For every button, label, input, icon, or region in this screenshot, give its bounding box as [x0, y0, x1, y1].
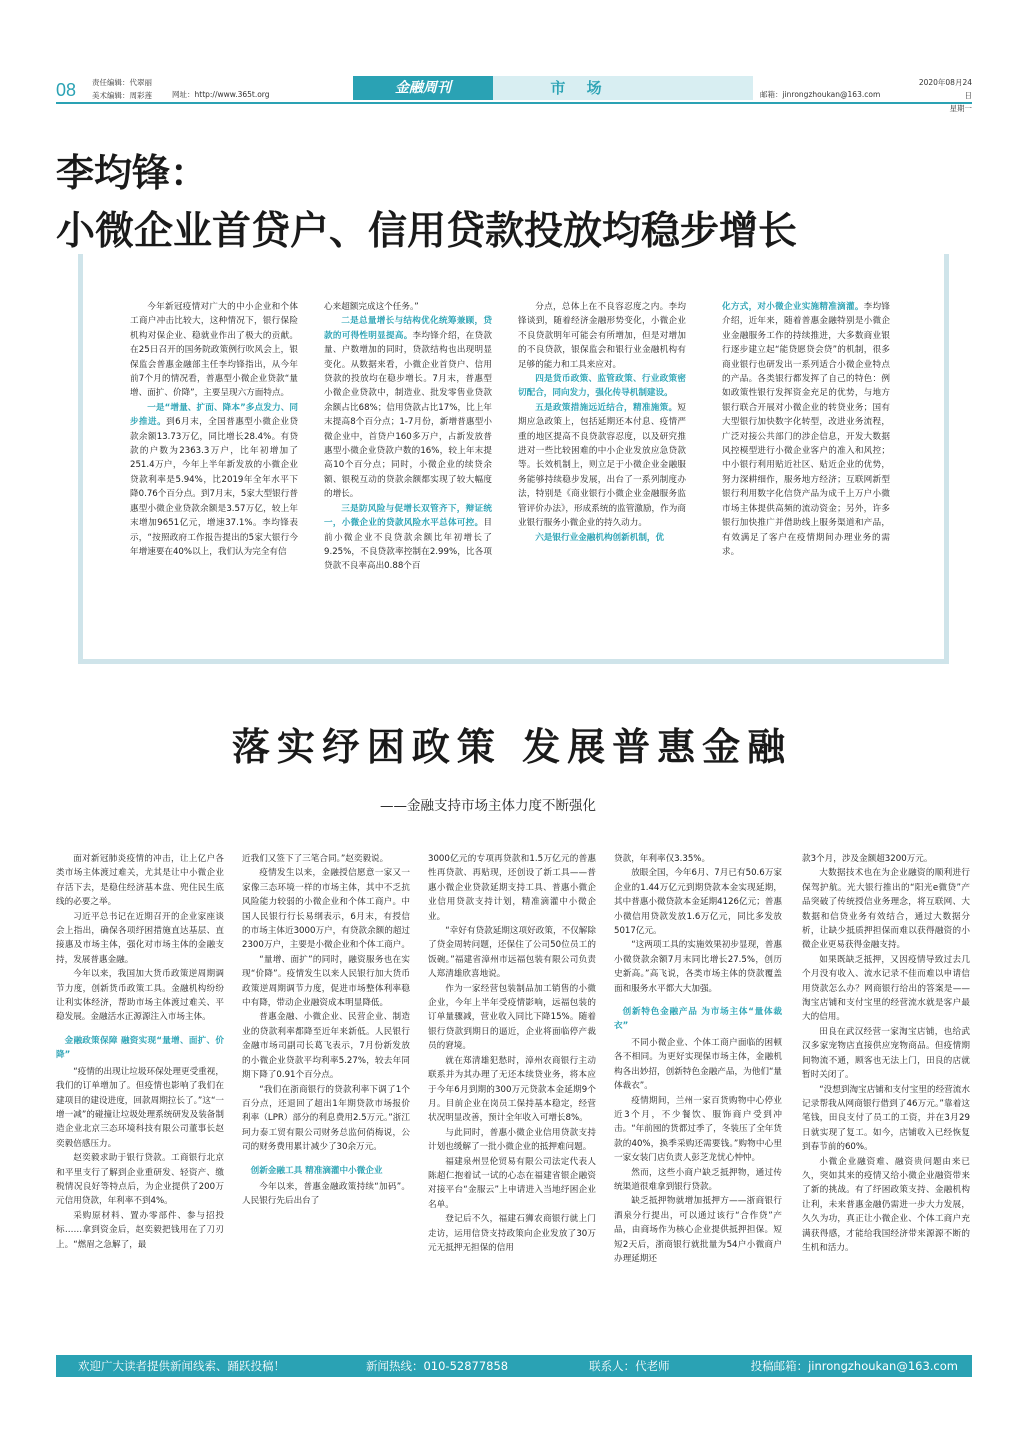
highlight-lead: 六是银行业金融机构创新机制，优 — [535, 532, 665, 543]
highlight-lead: 二是总量增长与结构优化统筹兼顾，贷款的可得性明显提高。 — [324, 316, 492, 341]
paragraph-text: 近我们又签下了三笔合同。”赵奕毅说。 — [242, 854, 389, 864]
paragraph-text: 款3个月，涉及金额超3200万元。 — [802, 854, 933, 864]
article2-title: 落实纾困政策 发展普惠金融 — [231, 724, 793, 769]
paragraph — [130, 300, 298, 401]
editor-credits — [92, 76, 152, 102]
paragraph — [428, 982, 596, 1054]
paragraph — [802, 1083, 970, 1155]
footer-email[interactable]: 投稿邮箱：jinrongzhoukan@163.com — [750, 1359, 958, 1373]
paragraph-text: 面对新冠肺炎疫情的冲击，让上亿户各类市场主体渡过难关，尤其是让中小微企业存活下去，是稳住经济基本盘、兜住民生底线的必要之举。 — [56, 854, 224, 908]
paragraph-text: 如果既缺乏抵押，又因疫情导致过去几个月没有收入、流水记录不佳而难以申请信用贷款怎么办？网商银行给出的答案是——淘宝店铺和支付宝里的经营流水就是客户最大的信用。 — [802, 954, 970, 1023]
paragraph — [242, 1010, 410, 1082]
paragraph-text: “我们在浙商银行的贷款利率下调了1个百分点，还退回了超出1年期贷款市场报价利率（LPR）部分的利息费用2.5万元。”浙江珂力泰工贸有限公司财务总监何俏梅说，公司的财务费用累计减少了30余万元。 — [242, 1084, 410, 1153]
highlight-lead: 五是政策措施远近结合，精准施策。 — [535, 402, 678, 413]
paragraph-text: “没想到淘宝店铺和支付宝里的经营流水记录帮我从网商银行借到了46万元。”靠着这笔钱，田良支付了员工的工资，并在3月29日就实现了复工。如今，店铺收入已经恢复到春节前的60%。 — [802, 1084, 970, 1153]
paragraph-text: 普惠金融、小微企业、民营企业、制造业的贷款利率都降至近年来新低。人民银行金融市场司副司长葛飞表示，7月份新发放的小微企业贷款平均利率5.27%，较去年同期下降了0.91个百分点。 — [242, 1012, 410, 1081]
subheading: 创新特色金融产品 为市场主体“量体裁衣” — [614, 1007, 782, 1032]
paragraph — [802, 866, 970, 952]
paragraph — [518, 372, 686, 401]
header-rule — [56, 102, 972, 104]
article2-column-3 — [428, 852, 596, 1255]
paragraph-text: “这两项工具的实施效果初步显现，普惠小微贷款余额7月末同比增长27.5%，创历史新高。”高飞说，各类市场主体的贷款覆盖面和服务水平都大大加强。 — [614, 940, 782, 994]
paragraph-text: 心来超额完成这个任务。” — [324, 302, 419, 312]
date-text: 2020年08月24日 — [918, 78, 972, 100]
paragraph — [242, 852, 410, 866]
paragraph — [722, 300, 890, 559]
paragraph-text: “量增、面扩”的同时，融资服务也在实现“价降”。疫情发生以来人民银行加大货币政策逆周期调节力度，促进市场整体利率稳中有降，带动企业融资成本明显降低。 — [242, 954, 410, 1009]
article1-column-3 — [518, 300, 686, 545]
paragraph — [614, 866, 782, 938]
paragraph-text: 田良在武汉经营一家淘宝店铺，也给武汉多家宠物店直接供应宠物商品。但疫情期间物流不通，顾客也无法上门，田良的店就暂时关闭了。 — [802, 1026, 970, 1081]
paragraph — [428, 1126, 596, 1155]
paragraph — [614, 938, 782, 996]
article1-column-4 — [722, 300, 890, 559]
article2-subtitle: ——金融支持市场主体力度不断强化 — [380, 798, 596, 814]
paragraph — [802, 1025, 970, 1083]
paragraph — [428, 1212, 596, 1255]
footer-bar — [56, 1355, 972, 1377]
paragraph-text: 贷款，年利率仅3.35%。 — [614, 854, 711, 864]
paragraph — [802, 1155, 970, 1256]
paragraph — [56, 1065, 224, 1151]
art-editor-line: 美术编辑：周彩莲 — [92, 91, 152, 100]
paragraph — [242, 1083, 410, 1155]
paragraph — [518, 531, 686, 545]
paragraph — [242, 953, 410, 1011]
paragraph — [324, 300, 492, 314]
paragraph-text: 短期应急政策上，包括延期还本付息、疫情严重的地区提高不良贷款容忍度，以及研究推进对一些比较困难的中小企业发放应急贷款等。长效机制上，则立足于小微企业金融服务能够持续稳步发展，出台了一系列制度办法，特别是《商业银行小微企业金融服务监管评价办法》，形成系统的监管激励，作为商业银行服务小微企业的持久动力。 — [518, 402, 686, 529]
paragraph-text: 分点，总体上在不良容忍度之内。李均锋谈到，随着经济金融形势变化，小微企业不良贷款明年可能会有所增加，但是对增加的不良贷款，银保监会和银行业金融机构有足够的能力和工具来应对。 — [518, 302, 686, 370]
paragraph-text: 登记后不久，福建石狮农商银行就上门走访，运用信贷支持政策向企业发放了30万元无抵押无担保的信用 — [428, 1214, 596, 1253]
subheading: 金融政策保障 融资实现“量增、面扩、价降” — [56, 1035, 224, 1061]
paragraph-text: 放眼全国，今年6月、7月已有50.6万家企业的1.44万亿元到期贷款本金实现延期，其中普惠小微贷款本金延期4126亿元；普惠小微信用贷款发放1.6万亿元，同比多发放5017亿元。 — [614, 868, 782, 937]
paragraph-text: 疫情发生以来，金融授信愿意一家又一家像三态环境一样的市场主体，其中不乏抗风险能力较弱的小微企业和个体工商户。中国人民银行行长易纲表示，6月末，有授信的市场主体近3000万户，有贷款余额的超过2300万户，主要是小微企业和个体工商户。 — [242, 868, 410, 951]
header-email[interactable]: 邮箱：jinrongzhoukan@163.com — [760, 90, 881, 99]
paragraph — [614, 1194, 782, 1266]
paragraph-text: 到6月末，全国普惠型小微企业贷款余额13.73万亿，同比增长28.4%。有贷款的户数为2363.3万户，比年初增加了251.4万户，今年上半年新发放的小微企业贷款利率是5.94%，比2019年全年水平下降0.76个百分点。到7月末，5家大型银行普惠型小微企业贷款余额是3.57万亿，较上年末增加9651亿元，增速37.1%。李均锋表示，“按照政府工作报告提出的5家大银行今年增速要在40%以上，我们认为完全有信 — [130, 417, 298, 557]
paragraph — [324, 502, 492, 574]
paragraph-text: 今年以来，我国加大货币政策逆周期调节力度，创新货币政策工具。金融机构纷纷让利实体经济，帮助市场主体渡过难关、平稳发展。金融活水正源源注入市场主体。 — [56, 969, 224, 1023]
paragraph-text: 福建泉州昱伦贸易有限公司法定代表人陈超仁抱着试一试的心态在福建省银企融资对接平台“金服云”上申请进入当地纾困企业名单。 — [428, 1156, 596, 1210]
subheading: 创新金融工具 精准滴灌中小微企业 — [250, 1165, 383, 1176]
page-number: 08 — [56, 80, 77, 100]
paragraph — [242, 866, 410, 952]
article1-title-line2: 小微企业首贷户、信用贷款投放均稳步增长 — [56, 208, 798, 254]
paragraph-text: 赵奕毅求助于银行贷款。工商银行北京和平里支行了解到企业重研发、轻资产、缴税情况良好等特点后，为企业提供了200万元信用贷款，年利率不到4%。 — [56, 1153, 224, 1207]
paragraph — [614, 1036, 782, 1094]
paragraph-text: 不同小微企业、个体工商户面临的困顿各不相同。为更好实现保市场主体，金融机构各出妙招，创新特色金融产品，为他们“量体裁衣”。 — [614, 1037, 782, 1092]
paragraph-text: 作为一家经营包装制品加工销售的小微企业，今年上半年受疫情影响，远福包装的订单量骤减，营业收入同比下降15%。随着银行贷款到期日的逼近，企业将面临停产裁员的窘境。 — [428, 983, 596, 1052]
paragraph-text: 李均锋介绍，近年来，随着普惠金融特别是小微企业金融服务工作的持续推进，大多数商业银行逐步建立起“能贷愿贷会贷”的机制，很多商业银行也研发出一系列适合小微企业特点的产品。各类银行都发挥了自己的特色：例如政策性银行发挥资金充足的优势，与地方银行联合开展对小微企业的转贷业务；国有大型银行加快数字化转型，改进业务流程，广泛对接公共部门的涉企信息，开发大数据风控模型进行小微企业客户的准入和风控；中小银行利用贴近社区、贴近企业的优势，努力深耕细作，服务地方经济；互联网新型银行利用数字化信贷产品为成千上万户小微市场主体提供高频的流动资金；另外，许多银行加快推广并借助线上服务渠道和产品，有效满足了客户在疫情期间办理业务的需求。 — [722, 302, 890, 557]
article1-column-1 — [130, 300, 298, 559]
weekday-text: 星期一 — [949, 104, 972, 113]
paragraph-text: 小微企业融资难、融资贵问题由来已久，突如其来的疫情又给小微企业融资带来了新的挑战。有了纾困政策支持、金融机构让利，未来普惠金融仍需进一步大力发展，久久为功，真正让小微企业、个体工商户充满获得感，才能给我国经济带来源源不断的生机和活力。 — [802, 1156, 970, 1253]
paragraph — [614, 852, 782, 866]
paragraph — [802, 852, 970, 866]
paragraph-text: 大数据技术也在为企业融资的顺利进行保驾护航。光大银行推出的“阳光e微贷”产品突破了传统授信业务理念，将互联网、大数据和信贷业务有效结合，通过大数据分析，让缺少抵质押担保而难以获得融资的小微企业更易获得金融支持。 — [802, 868, 970, 951]
paragraph-text: 缺乏抵押物就增加抵押方——浙商银行酒泉分行提出，可以通过该行“合作贷”产品，由商场作为核心企业提供抵押担保。短短2天后，浙商银行就批量为54户小微商户办理延期还 — [614, 1196, 782, 1264]
article2-column-5 — [802, 852, 970, 1255]
paragraph — [130, 401, 298, 559]
highlight-lead: 三是防风险与促增长双管齐下，辩证统一，小微企业的贷款风险水平总体可控。 — [324, 503, 492, 529]
paragraph — [56, 1209, 224, 1252]
article2-column-4 — [614, 852, 782, 1266]
paragraph — [614, 1166, 782, 1195]
paragraph-text: 今年以来，普惠金融政策持续“加码”。人民银行先后出台了 — [242, 1181, 410, 1207]
article1-column-2 — [324, 300, 492, 574]
paragraph-text: 习近平总书记在近期召开的企业家座谈会上指出，确保各项纾困措施直达基层、直接惠及市场主体，强化对市场主体的金融支持，发展普惠金融。 — [56, 911, 224, 965]
website-url[interactable]: 网址：http://www.365t.org — [172, 90, 270, 99]
paragraph-text: 李均锋介绍，在贷款量、户数增加的同时，贷款结构也出现明显变化。从数据来看，小微企业首贷户、信用贷款的投放均在稳步增长。7月末，普惠型小微企业贷款中，制造业、批发零售业贷款余额占比68%；信用贷款占比17%，比上年末提高8个百分点；1-7月份，新增普惠型小微企业中，首贷户160多万户，占新发放普惠型小微企业贷款户数的16%，较上年末提高10个百分点；同时，小微企业的续贷余额、银税互动的贷款余额都实现了较大幅度的增长。 — [324, 330, 492, 500]
paragraph — [428, 852, 596, 924]
paragraph-text: 然而，这些小商户缺乏抵押物，通过传统渠道很难拿到银行贷款。 — [614, 1167, 782, 1192]
highlight-lead: 一是“增量、扩面、降本”多点发力、同步推进。 — [130, 402, 298, 428]
article1-title-line1: 李均锋： — [56, 150, 209, 195]
paragraph — [324, 314, 492, 501]
article2-column-1 — [56, 852, 224, 1252]
paragraph — [518, 300, 686, 372]
paragraph — [428, 1155, 596, 1213]
paragraph — [614, 1094, 782, 1166]
editor-line: 责任编辑：代翠丽 — [92, 78, 152, 87]
footer-tagline: 欢迎广大读者提供新闻线索、踊跃投稿！ — [78, 1359, 285, 1373]
paragraph — [428, 924, 596, 982]
section-name: 市 场 — [550, 79, 610, 97]
paragraph-text: 与此同时，普惠小微企业信用贷款支持计划也缓解了一批小微企业的抵押难问题。 — [428, 1127, 596, 1153]
footer-contact: 联系人：代老师 — [589, 1359, 670, 1373]
paragraph-text: 今年新冠疫情对广大的中小企业和个体工商户冲击比较大，这种情况下，银行保险机构对保企业、稳就业作出了极大的贡献。在25日召开的国务院政策例行吹风会上，银保监会普惠金融部主任李均锋指出，从今年前7个月的情况看，普惠型小微企业贷款“量增、面扩、价降”，主要呈现六方面特点。 — [130, 302, 298, 399]
paragraph-text: 疫情期间，兰州一家百货购物中心停业近3个月，不少餐饮、服饰商户受到冲击。“年前囤的货都过季了，冬装压了全年货款的40%，换季采购还需要钱。”购物中心里一家女装门店负责人彭芝龙忧心忡忡。 — [614, 1095, 782, 1164]
paragraph-text: “幸好有贷款延期这项好政策，不仅解除了贷金周转问题，还保住了公司50位员工的饭碗。”福建省漳州市远福包装有限公司负责人郑清雄欣喜地说。 — [428, 926, 596, 980]
paragraph — [802, 953, 970, 1025]
paper-name-banner: 金融周刊 — [353, 76, 493, 100]
paragraph — [428, 1054, 596, 1126]
paragraph-text: 就在郑清雄犯愁时，漳州农商银行主动联系并为其办理了无还本续贷业务，将本应于今年6月到期的300万元贷款本金延期9个月。目前企业在岗员工保持基本稳定，经营状况明显改善，预计全年收入可增长8%。 — [428, 1055, 596, 1124]
paragraph-text: 采购原材料、置办零部件、参与招投标……拿到资金后，赵奕毅把钱用在了刀刃上。“燃眉之急解了，最 — [56, 1210, 224, 1250]
highlight-lead: 四是货币政策、监管政策、行业政策密切配合，同向发力，强化传导机制建设。 — [518, 374, 686, 399]
paragraph — [56, 967, 224, 1025]
paragraph — [56, 852, 224, 910]
paragraph — [242, 1180, 410, 1209]
paragraph-text: 3000亿元的专项再贷款和1.5万亿元的普惠性再贷款、再贴现，还创设了新工具——普惠小微企业贷款延期支持工具、普惠小微企业信用贷款支持计划，精准滴灌中小微企业。 — [428, 854, 596, 922]
highlight-lead: 化方式，对小微企业实施精准滴灌。 — [722, 302, 864, 312]
paragraph-text: “疫情的出现让垃圾环保处理更受重视，我们的订单增加了。但疫情也影响了我们在建项目的建设进度，回款周期拉长了。”这“一增一减”的碰撞让垃圾处理系统研发及装备制造企业北京三态环境科技有限公司董事长赵奕毅倍感压力。 — [56, 1066, 224, 1149]
issue-date — [912, 76, 972, 115]
paragraph — [518, 401, 686, 531]
article2-column-2 — [242, 852, 410, 1209]
footer-hotline: 新闻热线：010-52877858 — [365, 1359, 509, 1373]
paragraph — [56, 910, 224, 968]
paragraph — [56, 1151, 224, 1209]
paragraph-text: 目前小微企业不良贷款余额比年初增长了9.25%，不良贷款率控制在2.99%，比各项贷款不良率高出0.88个百 — [324, 518, 492, 572]
